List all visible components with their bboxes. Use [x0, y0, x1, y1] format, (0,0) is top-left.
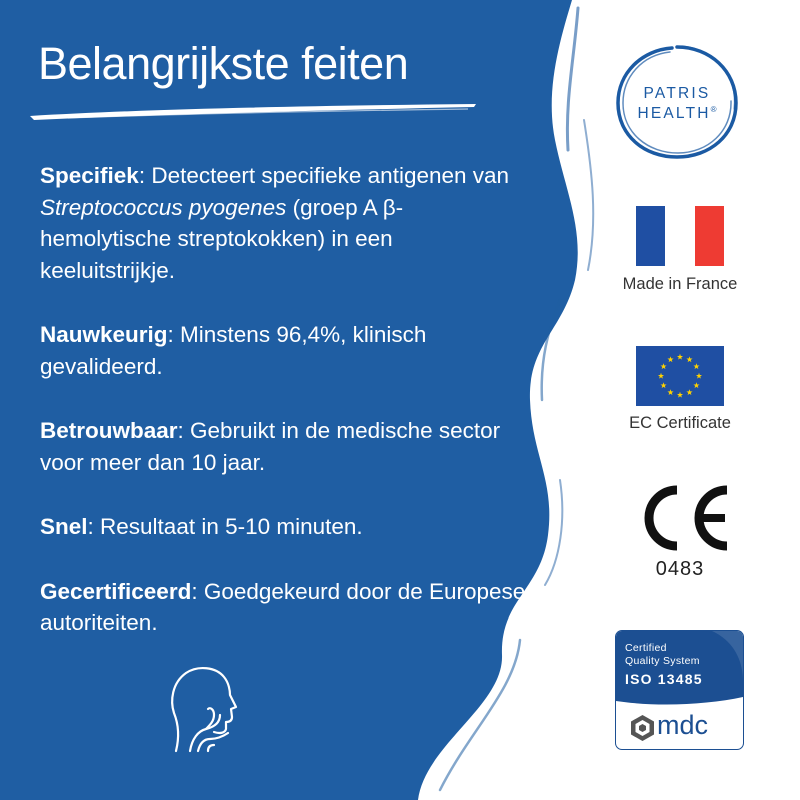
fact-label: Snel: [40, 514, 88, 539]
fact-nauwkeurig: Nauwkeurig: Minstens 96,4%, klinisch gevalideerd.: [40, 322, 427, 379]
mdc-brand: mdc: [657, 710, 709, 740]
mdc-cube-icon: [630, 714, 655, 742]
page-title: Belangrijkste feiten: [38, 38, 409, 89]
logo-line-2: HEALTH®: [637, 105, 717, 122]
fact-gecertificeerd: Gecertificeerd: Goedgekeurd door de Europese autoriteiten.: [40, 578, 526, 635]
made-in-france-label: Made in France: [622, 275, 738, 293]
brush-stroke-underline: [28, 100, 478, 124]
fact-snel: Snel: Resultaat in 5-10 minuten.: [40, 514, 363, 539]
ce-number: 0483: [655, 558, 705, 580]
flag-eu-icon: [636, 346, 724, 406]
fact-specifiek: Specifiek: Detecteert specifieke antigenen van Streptococcus pyogenes (groep A β-hemolytische streptokokken) in een keeluitstrijkje.: [40, 163, 510, 283]
iso-line-1: Certified: [625, 642, 667, 654]
iso-mdc-badge: [615, 630, 744, 750]
ec-certificate-label: EC Certificate: [629, 414, 731, 432]
flag-france-icon: [636, 206, 724, 266]
fact-label: Specifiek: [40, 163, 139, 188]
fact-label: Nauwkeurig: [40, 322, 168, 347]
fact-betrouwbaar: Betrouwbaar: Gebruikt in de medische sector voor meer dan 10 jaar.: [40, 418, 501, 475]
iso-line-2: Quality System: [625, 655, 700, 667]
iso-standard: ISO 13485: [625, 671, 703, 687]
head-throat-icon: [168, 665, 248, 753]
fact-label: Gecertificeerd: [40, 578, 192, 604]
ce-mark-icon: [633, 484, 731, 552]
fact-label: Betrouwbaar: [40, 418, 178, 443]
patris-health-logo: [612, 43, 742, 161]
logo-line-1: PATRIS: [643, 85, 711, 102]
facts-list: [40, 160, 530, 672]
